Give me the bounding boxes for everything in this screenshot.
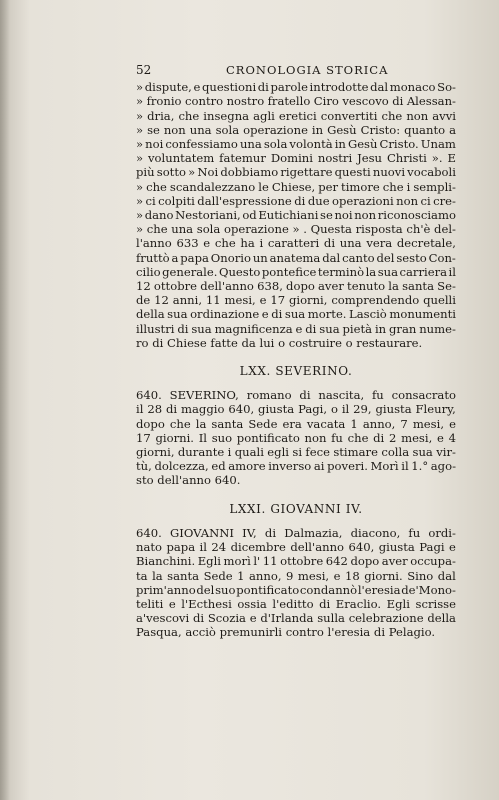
text-line: 640. SEVERINO, romano di nascita, fu consacrato xyxy=(136,388,456,403)
running-title: CRONOLOGIA STORICA xyxy=(226,63,389,77)
text-line: giorni, durante i quali egli si fece stimare colla sua vir- xyxy=(136,445,456,460)
text-line: ta la santa Sede 1 anno, 9 mesi, e 18 giorni. Sino dal xyxy=(136,568,456,583)
text-line: più sotto » Noi dobbiamo rigettare questi nuovi vocaboli xyxy=(136,165,456,180)
paragraph-onorio xyxy=(136,80,456,350)
paragraph-giovanni xyxy=(136,526,456,640)
text-line: della sua ordinazione e di sua morte. Lasciò monumenti xyxy=(136,307,456,322)
text-line: » che scandalezzano le Chiese, per timore che i sempli- xyxy=(136,179,456,194)
text-line: illustri di sua magnificenza e di sua pietà in gran nume- xyxy=(136,321,456,336)
section-title-severino: LXX. SEVERINO. xyxy=(239,364,353,379)
text-line: cilio generale. Questo pontefice terminò la sua carriera il xyxy=(136,264,456,279)
text-line: dopo che la santa Sede era vacata 1 anno, 7 mesi, e xyxy=(136,416,456,431)
text-line: » ci colpiti dall'espressione di due operazioni non ci cre- xyxy=(136,193,456,208)
text-line: » che una sola operazione » . Questa risposta ch'è del- xyxy=(136,222,456,237)
text-line: tù, dolcezza, ed amore inverso ai poveri. Morì il 1.° ago- xyxy=(136,459,456,474)
text-line: 12 ottobre dell'anno 638, dopo aver tenuto la santa Se- xyxy=(136,279,456,294)
text-line: » dano Nestoriani, od Eutichiani se noi non riconosciamo xyxy=(136,208,456,223)
text-line: » noi confessiamo una sola volontà in Gesù Cristo. Unam xyxy=(136,137,456,152)
text-line: » se non una sola operazione in Gesù Cristo: quanto a xyxy=(136,122,456,137)
text-line: » dria, che insegna agli eretici convertiti che non avvi xyxy=(136,108,456,123)
text-line: 640. GIOVANNI IV, di Dalmazia, diacono, fu ordi- xyxy=(136,525,456,540)
text-line: » dispute, e questioni di parole introdotte dal monaco So- xyxy=(136,80,456,95)
page-number: 52 xyxy=(136,63,152,77)
text-line: 17 giorni. Il suo pontificato non fu che di 2 mesi, e 4 xyxy=(136,430,456,445)
text-line: ro di Chiese fatte da lui o costruire o restaurare. xyxy=(136,335,423,350)
text-line: a'vescovi di Scozia e d'Irlanda sulla celebrazione della xyxy=(136,611,456,626)
text-line: prim'anno del suo pontificato condannò l'eresia de'Mono- xyxy=(136,582,456,597)
text-line: teliti e l'Ecthesi ossia l'editto di Eraclio. Egli scrisse xyxy=(136,596,456,611)
text-line: il 28 di maggio 640, giusta Pagi, o il 29, giusta Fleury, xyxy=(136,402,456,417)
binding-shadow xyxy=(0,0,10,800)
text-line: Bianchini. Egli morì l' 11 ottobre 642 dopo aver occupa- xyxy=(136,554,456,569)
text-line: l'anno 633 e che ha i caratteri di una vera decretale, xyxy=(136,236,456,251)
text-line: fruttò a papa Onorio un anatema dal canto del sesto Con- xyxy=(136,250,456,265)
text-line: » fronio contro nostro fratello Ciro vescovo di Alessan- xyxy=(136,94,456,109)
page-header xyxy=(136,63,456,77)
text-line: nato papa il 24 dicembre dell'anno 640, giusta Pagi e xyxy=(136,540,456,555)
text-line: » voluntatem fatemur Domini nostri Jesu Christi ». E xyxy=(136,151,456,166)
text-line: sto dell'anno 640. xyxy=(136,473,241,488)
page-content xyxy=(136,63,456,640)
text-line: de 12 anni, 11 mesi, e 17 giorni, comprendendo quelli xyxy=(136,293,456,308)
section-title-giovanni: LXXI. GIOVANNI IV. xyxy=(229,501,363,516)
paragraph-severino xyxy=(136,388,456,487)
text-line: Pasqua, acciò premunirli contro l'eresia di Pelagio. xyxy=(136,625,436,640)
